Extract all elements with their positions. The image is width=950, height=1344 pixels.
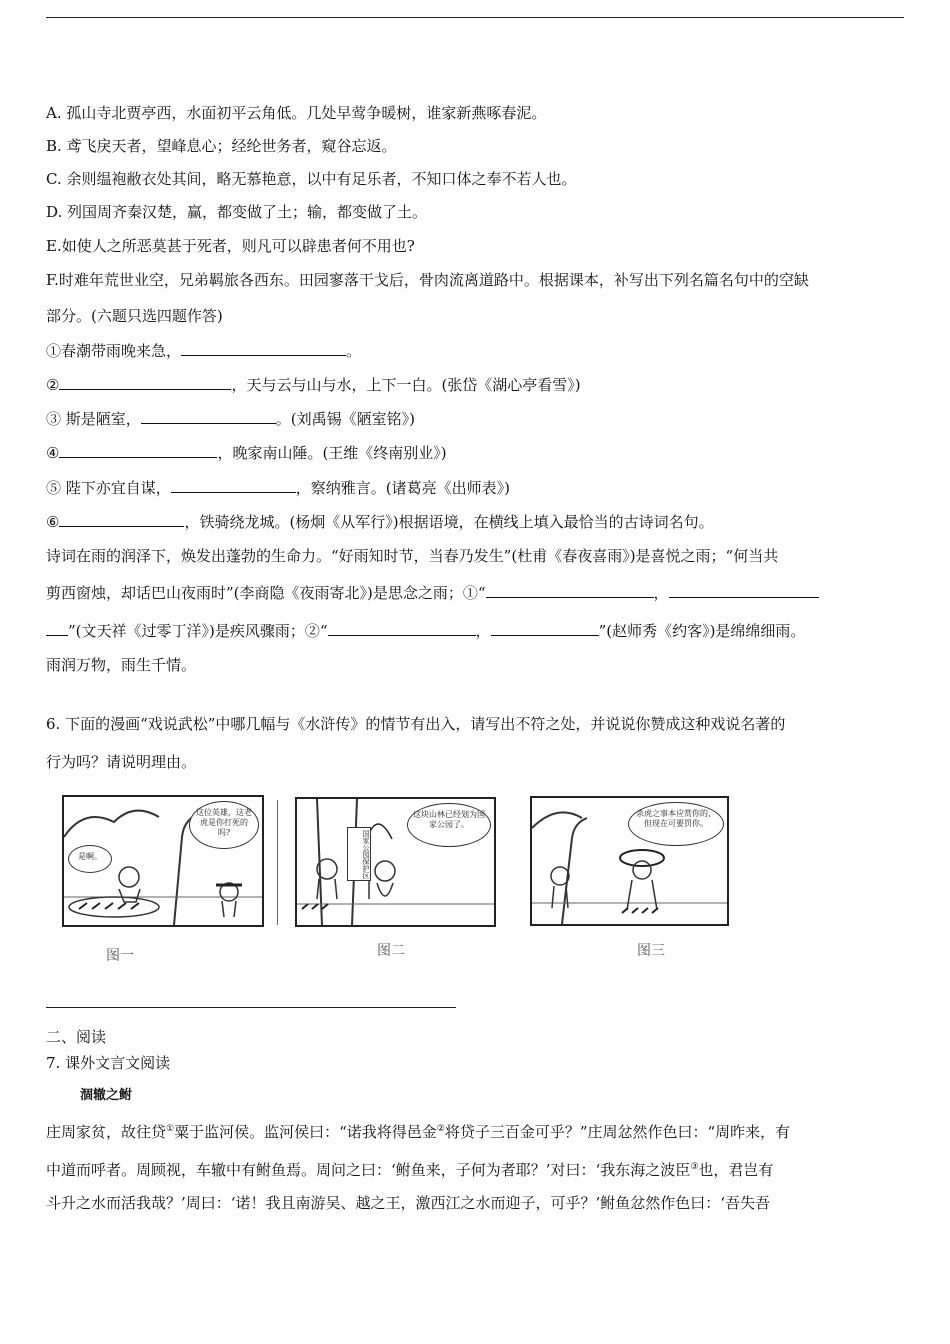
section-heading: 二、阅读 xyxy=(46,1028,107,1046)
fill-q2 xyxy=(46,374,581,395)
context-blank-2-cont[interactable] xyxy=(46,620,68,636)
question-6-line1: 6. 下面的漫画“戏说武松”中哪几幅与《水浒传》的情节有出入，请写出不符之处，并说说你赞成这种戏说名著的 xyxy=(46,715,786,733)
passage-line1-c: 将贷子三百金可乎？”庄周忿然作色曰：“周昨来，有 xyxy=(444,1123,791,1141)
passage-line1-a: 庄周家贫，故往贷 xyxy=(46,1123,167,1141)
cartoon-1-bubble-b: 是啊。 xyxy=(68,845,112,873)
passage-line2-a: 中道而呼者。周顾视，车辙中有鲋鱼焉。周问之曰：‘鲋鱼来，子何为者耶？’对曰：‘我东海之波臣 xyxy=(46,1161,691,1179)
footnote-1: ① xyxy=(166,1124,175,1134)
question-6-line2: 行为吗？请说明理由。 xyxy=(46,753,197,771)
fill-q5-blank[interactable] xyxy=(171,477,296,493)
context-blank-1[interactable] xyxy=(486,582,654,598)
cartoon-3-bubble: 杀虎之事本应赏你的，但现在可要罚你。 xyxy=(628,802,724,846)
context-line4: 雨润万物，雨生千情。 xyxy=(46,656,197,674)
fill-q1 xyxy=(46,340,361,361)
fill-q4-text: ，晚家南山陲。(王维《终南别业》) xyxy=(217,444,447,462)
option-d: D. 列国周齐秦汉楚，赢，都变做了土；输，都变做了土。 xyxy=(46,203,428,221)
fill-q6-blank[interactable] xyxy=(59,511,184,527)
question-7-heading: 7. 课外文言文阅读 xyxy=(46,1054,171,1072)
cartoon-panel-2 xyxy=(295,797,496,927)
fill-q2-num: ② xyxy=(46,376,60,394)
cartoon-2-bubble: 这块山林已经划为国家公园了。 xyxy=(407,803,491,847)
fill-q5 xyxy=(46,477,510,498)
passage-line2 xyxy=(46,1157,773,1180)
footnote-3: ③ xyxy=(690,1162,699,1172)
fill-q4 xyxy=(46,442,447,463)
context-line1: 诗词在雨的润泽下，焕发出蓬勃的生命力。“好雨知时节，当春乃发生”(杜甫《春夜喜雨》)是喜悦之雨；“何当共 xyxy=(46,547,779,565)
caption-figure-2: 图二 xyxy=(377,943,405,959)
passage-line1 xyxy=(46,1119,790,1142)
context-comma-1: ， xyxy=(653,584,669,602)
context-blank-4[interactable] xyxy=(491,620,599,636)
passage-title: 涸辙之鲋 xyxy=(80,1088,133,1103)
context-line3-c: ”(赵师秀《约客》)是绵绵细雨。 xyxy=(598,622,806,640)
fill-q3-end: 。(刘禹锡《陋室铭》) xyxy=(275,410,415,428)
footnote-2: ② xyxy=(436,1124,445,1134)
fill-q6-text: ，铁骑绕龙城。(杨炯《从军行》)根据语境，在横线上填入最恰当的古诗词名句。 xyxy=(184,513,714,531)
cartoon-1-bubble-a: 这位英雄，这老虎是你打死的吗? xyxy=(189,801,259,849)
fill-q2-text: ，天与云与山与水，上下一白。(张岱《湖心亭看雪》) xyxy=(231,376,581,394)
fill-q1-end: 。 xyxy=(346,342,362,360)
context-line2-text: 剪西窗烛，却话巴山夜雨时”(李商隐《夜雨寄北》)是思念之雨；①“ xyxy=(46,584,486,602)
option-e: E.如使人之所恶莫甚于死者，则凡可以辟患者何不用也? xyxy=(46,237,415,255)
context-comma-2: ， xyxy=(475,622,491,640)
fill-q3-text: ③ 斯是陋室， xyxy=(46,410,141,428)
answer-line[interactable] xyxy=(46,1007,456,1008)
top-rule xyxy=(46,17,904,18)
option-f-line1: F.时难年荒世业空，兄弟羁旅各西东。田园寥落干戈后，骨肉流离道路中。根据课本，补写出下列名篇名句中的空缺 xyxy=(46,271,809,289)
passage-line2-b: 也，君岂有 xyxy=(698,1161,774,1179)
fill-q1-blank[interactable] xyxy=(181,340,346,356)
context-line2 xyxy=(46,582,819,603)
caption-figure-3: 图三 xyxy=(637,943,665,959)
fill-q5-end: ，察纳雅言。(诸葛亮《出师表》) xyxy=(295,479,510,497)
cartoon-panel-3 xyxy=(530,796,729,926)
passage-line3: 斗升之水而活我哉？’周曰：‘诺！我且南游吴、越之王，激西江之水而迎子，可乎？’鲋鱼忿然作色曰：‘吾失吾 xyxy=(46,1194,771,1212)
fill-q6-num: ⑥ xyxy=(46,513,60,531)
option-b: B. 鸢飞戾天者，望峰息心；经纶世务者，窥谷忘返。 xyxy=(46,137,397,155)
fill-q2-blank[interactable] xyxy=(59,374,231,390)
context-line3 xyxy=(46,620,805,641)
fill-q3 xyxy=(46,408,415,429)
option-a: A. 孤山寺北贾亭西，水面初平云角低。几处早莺争暖树，谁家新燕啄春泥。 xyxy=(46,104,547,122)
fill-q6 xyxy=(46,511,714,532)
fill-q4-blank[interactable] xyxy=(59,442,217,458)
passage-line1-b: 粟于监河侯。监河侯曰：“诺我将得邑金 xyxy=(174,1123,437,1141)
option-f-line2: 部分。(六题只选四题作答) xyxy=(46,307,223,325)
fill-q3-blank[interactable] xyxy=(141,408,276,424)
option-c: C. 余则缊袍敝衣处其间，略无慕艳意，以中有足乐者，不知口体之奉不若人也。 xyxy=(46,170,577,188)
figure-divider xyxy=(277,800,278,925)
context-blank-3[interactable] xyxy=(328,620,476,636)
cartoon-2-sign: 国家公园保护区 xyxy=(347,827,371,881)
fill-q5-text: ⑤ 陛下亦宜自谋， xyxy=(46,479,171,497)
context-line3-a: ”(文天祥《过零丁洋》)是疾风骤雨；②“ xyxy=(68,622,328,640)
fill-q1-text: ①春潮带雨晚来急， xyxy=(46,342,182,360)
fill-q4-num: ④ xyxy=(46,444,60,462)
cartoon-panel-1 xyxy=(62,795,264,927)
caption-figure-1: 图一 xyxy=(106,948,134,964)
context-blank-2[interactable] xyxy=(669,582,819,598)
